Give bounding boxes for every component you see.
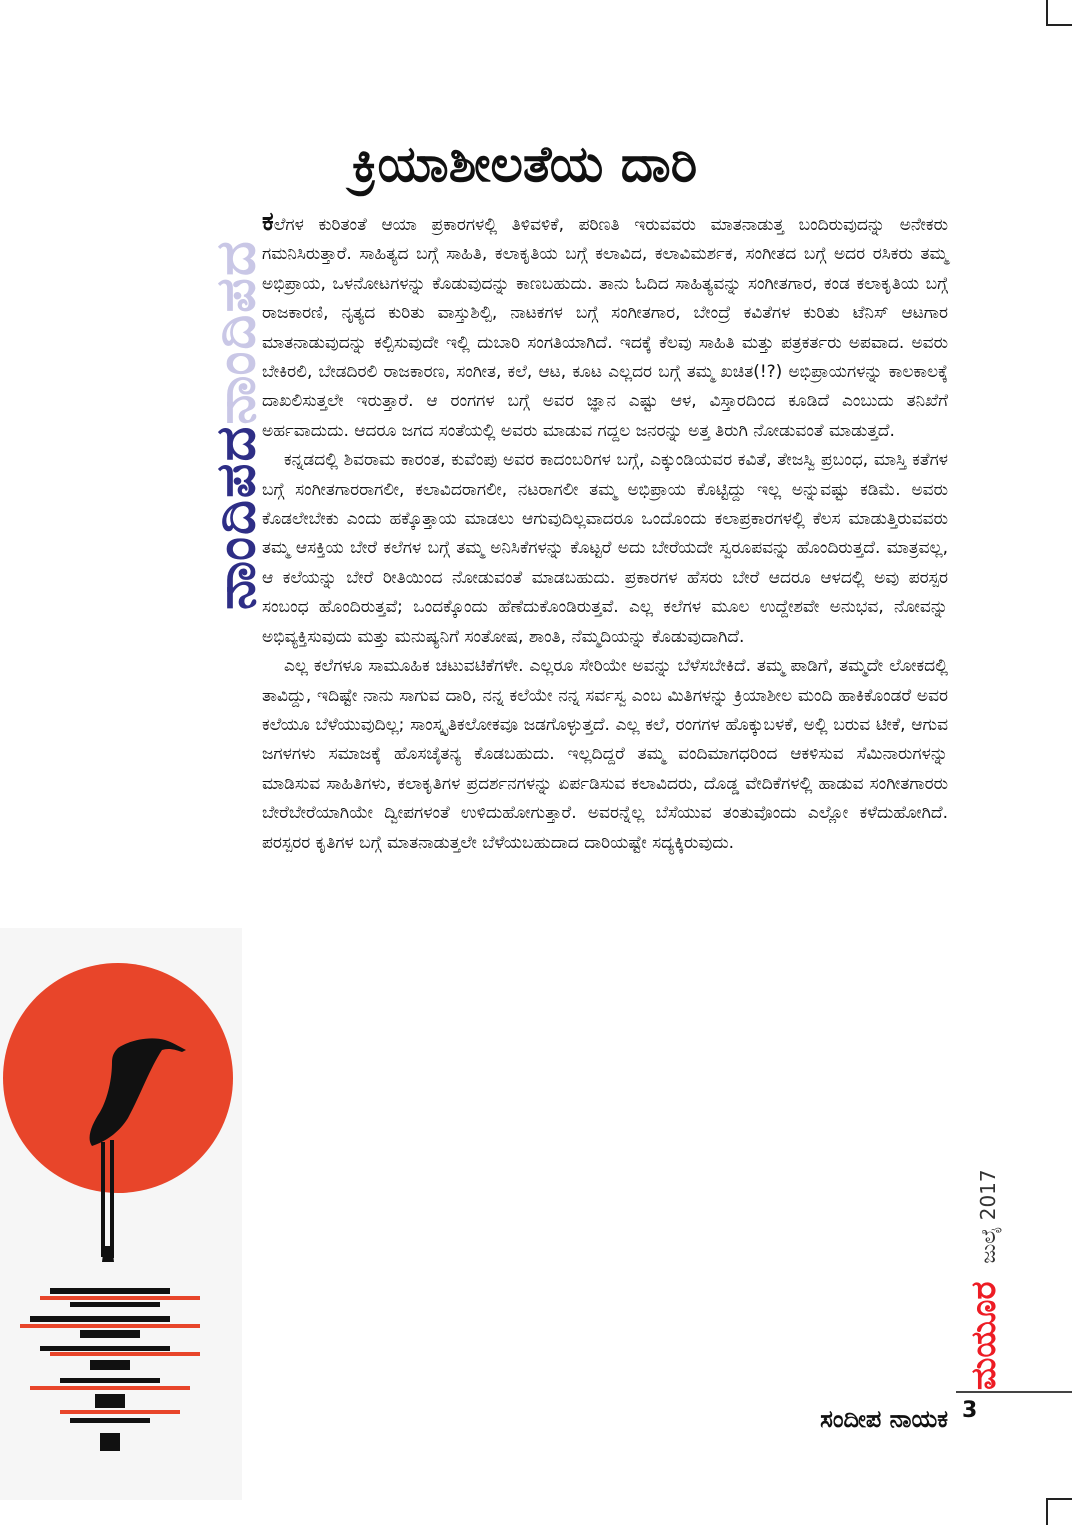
crop-mark bbox=[1046, 0, 1048, 26]
article-body bbox=[262, 208, 948, 858]
crop-mark bbox=[1046, 1498, 1072, 1500]
crop-mark bbox=[1046, 1498, 1048, 1525]
magazine-strip-text bbox=[964, 1169, 1010, 1390]
paragraph-text: ಲೆಗಳ ಕುರಿತಂತೆ ಆಯಾ ಪ್ರಕಾರಗಳಲ್ಲಿ ತಿಳಿವಳಿಕೆ, ಪರಿಣತಿ ಇರುವವರು ಮಾತನಾಡುತ್ತ ಬಂದಿರುವುದನ್ನು ಅನೇಕರು ಗಮನಿಸಿರುತ್ತಾರೆ. ಸಾಹಿತ್ಯದ ಬಗ್ಗೆ ಸಾಹಿತಿ, ಕಲಾಕೃತಿಯ ಬಗ್ಗೆ ಕಲಾವಿದ, ಕಲಾವಿಮರ್ಶಕ, ಸಂಗೀತದ ಬಗ್ಗೆ ಅದರ ರಸಿಕರು ತಮ್ಮ ಅಭಿಪ್ರಾಯ, ಒಳನೋಟಗಳನ್ನು ಕೊಡುವುದನ್ನು ಕಾಣಬಹುದು. ತಾನು ಓದಿದ ಸಾಹಿತ್ಯವನ್ನು ಸಂಗೀತಗಾರ, ಕಂಡ ಕಲಾಕೃತಿಯ ಬಗ್ಗೆ ರಾಜಕಾರಣಿ, ನೃತ್ಯದ ಕುರಿತು ವಾಸ್ತುಶಿಲ್ಪಿ, ನಾಟಕಗಳ ಬಗ್ಗೆ ಸಂಗೀತಗಾರ, ಬೇಂದ್ರೆ ಕವಿತೆಗಳ ಕುರಿತು ಟೆನಿಸ್ ಆಟಗಾರ ಮಾತನಾಡುವುದನ್ನು ಕಲ್ಪಿಸುವುದೇ ಇಲ್ಲಿ ದುಬಾರಿ ಸಂಗತಿಯಾಗಿದೆ. ಇದಕ್ಕೆ ಕೆಲವು ಸಾಹಿತಿ ಮತ್ತು ಪತ್ರಕರ್ತರು ಅಪವಾದ. ಅವರು ಬೇಕಿರಲಿ, ಬೇಡದಿರಲಿ ರಾಜಕಾರಣ, ಸಂಗೀತ, ಕಲೆ, ಆಟ, ಕೂಟ ಎಲ್ಲದರ ಬಗ್ಗೆ ತಮ್ಮ ಖಚಿತ(!?) ಅಭಿಪ್ರಾಯಗಳನ್ನು ಕಾಲಕಾಲಕ್ಕೆ ದಾಖಲಿಸುತ್ತಲೇ ಇರುತ್ತಾರೆ. ಆ ರಂಗಗಳ ಬಗ್ಗೆ ಅವರ ಜ್ಞಾನ ಎಷ್ಟು ಆಳ, ವಿಸ್ತಾರದಿಂದ ಕೂಡಿದೆ ಎಂಬುದು ತನಿಖೆಗೆ ಅರ್ಹವಾದುದು. ಆದರೂ ಜಗದ ಸಂತೆಯಲ್ಲಿ ಅವರು ಮಾಡುವ ಗದ್ದಲ ಜನರನ್ನು ಅತ್ತ ತಿರುಗಿ ನೋಡುವಂತೆ ಮಾಡುತ್ತದೆ. bbox=[262, 215, 948, 441]
column-banner bbox=[148, 30, 267, 610]
paragraph: ಎಲ್ಲ ಕಲೆಗಳೂ ಸಾಮೂಹಿಕ ಚಟುವಟಿಕೆಗಳೇ. ಎಲ್ಲರೂ ಸೇರಿಯೇ ಅವನ್ನು ಬೆಳೆಸಬೇಕಿದೆ. ತಮ್ಮ ಪಾಡಿಗೆ, ತಮ್ಮದೇ ಲೋಕದಲ್ಲಿ ತಾವಿದ್ದು, ಇದಿಷ್ಟೇ ನಾನು ಸಾಗುವ ದಾರಿ, ನನ್ನ ಕಲೆಯೇ ನನ್ನ ಸರ್ವಸ್ವ ಎಂಬ ಮಿತಿಗಳನ್ನು ಕ್ರಿಯಾಶೀಲ ಮಂದಿ ಹಾಕಿಕೊಂಡರೆ ಅವರ ಕಲೆಯೂ ಬೆಳೆಯುವುದಿಲ್ಲ; ಸಾಂಸ್ಕೃತಿಕಲೋಕವೂ ಜಡಗೊಳ್ಳುತ್ತದೆ. ಎಲ್ಲ ಕಲೆ, ರಂಗಗಳ ಹೊಕ್ಕುಬಳಕೆ, ಅಲ್ಲಿ ಬರುವ ಟೀಕೆ, ಆಗುವ ಜಗಳಗಳು ಸಮಾಜಕ್ಕೆ ಹೊಸಚೈತನ್ಯ ಕೊಡಬಹುದು. ಇಲ್ಲದಿದ್ದರೆ ತಮ್ಮ ವಂದಿಮಾಗಧರಿಂದ ಆಕಳಿಸುವ ಸೆಮಿನಾರುಗಳನ್ನು ಮಾಡಿಸುವ ಸಾಹಿತಿಗಳು, ಕಲಾಕೃತಿಗಳ ಪ್ರದರ್ಶನಗಳನ್ನು ಏರ್ಪಡಿಸುವ ಕಲಾವಿದರು, ದೊಡ್ಡ ವೇದಿಕೆಗಳಲ್ಲಿ ಹಾಡುವ ಸಂಗೀತಗಾರರು ಬೇರೆಬೇರೆಯಾಗಿಯೇ ದ್ವೀಪಗಳಂತೆ ಉಳಿದುಹೋಗುತ್ತಾರೆ. ಅವರನ್ನೆಲ್ಲ ಬೆಸೆಯುವ ತಂತುವೊಂದು ಎಲ್ಲೋ ಕಳೆದುಹೋಗಿದೆ. ಪರಸ್ಪರರ ಕೃತಿಗಳ ಬಗ್ಗೆ ಮಾತನಾಡುತ್ತಲೇ ಬೆಳೆಯಬಹುದಾದ ದಾರಿಯಷ್ಟೇ ಸದ್ಯಕ್ಕಿರುವುದು. bbox=[262, 656, 948, 853]
column-banner-text bbox=[206, 239, 266, 610]
author-byline: ಸಂದೀಪ ನಾಯಕ bbox=[820, 1405, 948, 1433]
magazine-strip bbox=[956, 1060, 1006, 1390]
crane-sunset-illustration bbox=[0, 928, 242, 1500]
column-banner-dark: ನಾಂದಿಪದ bbox=[204, 424, 267, 610]
issue-date: ಜುಲೈ 2017 bbox=[976, 1169, 1000, 1264]
divider bbox=[956, 1391, 1072, 1393]
paragraph bbox=[262, 208, 948, 446]
column-banner-light: ನಾಂದಿಪದ bbox=[204, 239, 267, 425]
crop-mark bbox=[1046, 24, 1072, 26]
drop-cap: ಕ bbox=[262, 207, 274, 237]
paragraph: ಕನ್ನಡದಲ್ಲಿ ಶಿವರಾಮ ಕಾರಂತ, ಕುವೆಂಪು ಅವರ ಕಾದಂಬರಿಗಳ ಬಗ್ಗೆ, ಎಕ್ಕುಂಡಿಯವರ ಕವಿತೆ, ತೇಜಸ್ವಿ ಪ್ರಬಂಧ, ಮಾಸ್ತಿ ಕತೆಗಳ ಬಗ್ಗೆ ಸಂಗೀತಗಾರರಾಗಲೀ, ಕಲಾವಿದರಾಗಲೀ, ನಟರಾಗಲೀ ತಮ್ಮ ಅಭಿಪ್ರಾಯ ಕೊಟ್ಟಿದ್ದು ಇಲ್ಲ ಅನ್ನುವಷ್ಟು ಕಡಿಮೆ. ಅವರು ಕೊಡಲೇಬೇಕು ಎಂದು ಹಕ್ಕೊತ್ತಾಯ ಮಾಡಲು ಆಗುವುದಿಲ್ಲವಾದರೂ ಒಂದೊಂದು ಕಲಾಪ್ರಕಾರಗಳಲ್ಲಿ ಕೆಲಸ ಮಾಡುತ್ತಿರುವವರು ತಮ್ಮ ಆಸಕ್ತಿಯ ಬೇರೆ ಕಲೆಗಳ ಬಗ್ಗೆ ತಮ್ಮ ಅನಿಸಿಕೆಗಳನ್ನು ಕೊಟ್ಟರೆ ಅದು ಬೇರೆಯದೇ ಸ್ವರೂಪವನ್ನು ಹೊಂದಿರುತ್ತದೆ. ಮಾತ್ರವಲ್ಲ, ಆ ಕಲೆಯನ್ನು ಬೇರೆ ರೀತಿಯಿಂದ ನೋಡುವಂತೆ ಮಾಡಬಹುದು. ಪ್ರಕಾರಗಳ ಹೆಸರು ಬೇರೆ ಆದರೂ ಆಳದಲ್ಲಿ ಅವು ಪರಸ್ಪರ ಸಂಬಂಧ ಹೊಂದಿರುತ್ತವೆ; ಒಂದಕ್ಕೊಂದು ಹೆಣೆದುಕೊಂಡಿರುತ್ತವೆ. ಎಲ್ಲ ಕಲೆಗಳ ಮೂಲ ಉದ್ದೇಶವೇ ಅನುಭವ, ನೋವನ್ನು ಅಭಿವ್ಯಕ್ತಿಸುವುದು ಮತ್ತು ಮನುಷ್ಯನಿಗೆ ಸಂತೋಷ, ಶಾಂತಿ, ನೆಮ್ಮದಿಯನ್ನು ಕೊಡುವುದಾಗಿದೆ. bbox=[262, 450, 948, 647]
article-title: ಕ್ರಿಯಾಶೀಲತೆಯ ದಾರಿ bbox=[352, 135, 698, 193]
page-number: 3 bbox=[962, 1398, 978, 1423]
magazine-name: ಮಯೂರ bbox=[964, 1281, 1004, 1390]
